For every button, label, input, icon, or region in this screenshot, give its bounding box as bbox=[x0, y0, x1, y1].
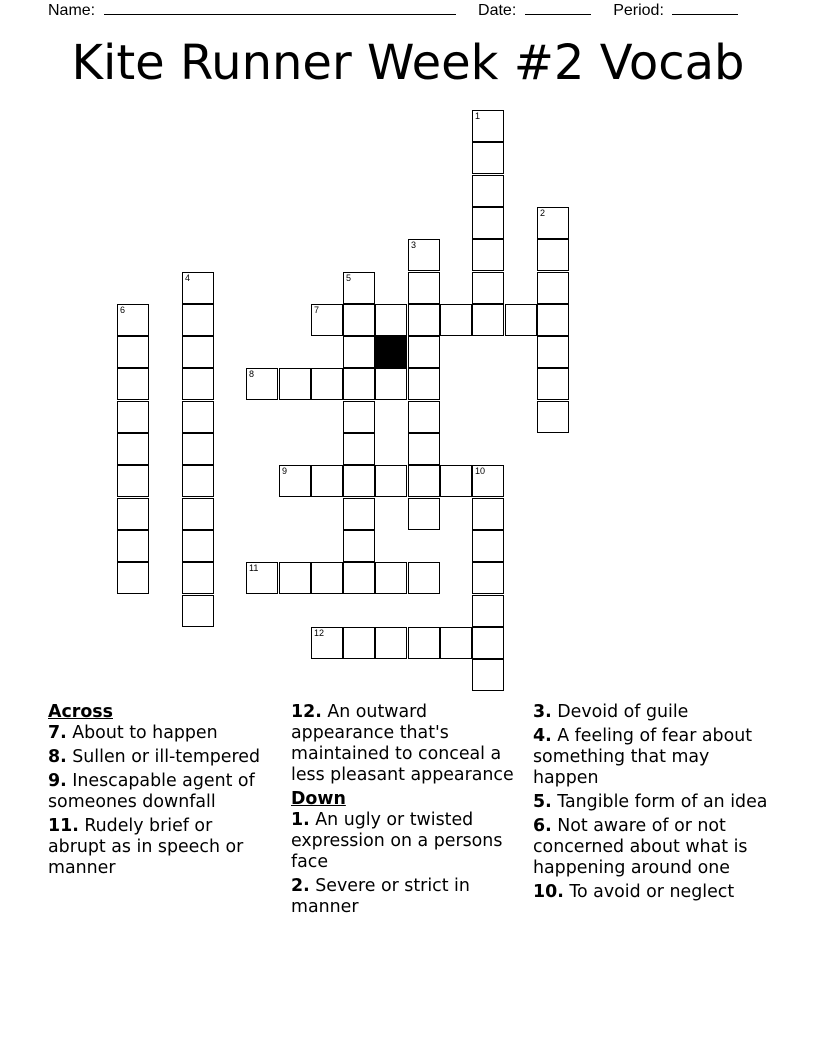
clue-across-8: 8. Sullen or ill-tempered bbox=[48, 747, 261, 767]
crossword-cell[interactable] bbox=[182, 530, 214, 562]
clue-across-7: 7. About to happen bbox=[48, 723, 218, 743]
crossword-cell[interactable] bbox=[472, 304, 504, 336]
crossword-cell[interactable] bbox=[537, 207, 569, 239]
crossword-cell[interactable] bbox=[246, 562, 278, 594]
crossword-cell[interactable] bbox=[343, 433, 375, 465]
crossword-cell[interactable] bbox=[182, 368, 214, 400]
crossword-cell[interactable] bbox=[117, 304, 149, 336]
crossword-cell[interactable] bbox=[408, 562, 440, 594]
date-label: Date: bbox=[478, 2, 517, 19]
crossword-cell[interactable] bbox=[375, 465, 407, 497]
clue-number: 7 bbox=[314, 305, 320, 315]
crossword-cell[interactable] bbox=[343, 530, 375, 562]
crossword-cell[interactable] bbox=[343, 336, 375, 368]
crossword-cell[interactable] bbox=[182, 433, 214, 465]
crossword-cell[interactable] bbox=[472, 562, 504, 594]
crossword-cell[interactable] bbox=[343, 465, 375, 497]
crossword-cell[interactable] bbox=[117, 433, 149, 465]
crossword-cell[interactable] bbox=[117, 498, 149, 530]
clue-across-9: 9. Inescapable agent of someones downfall bbox=[48, 771, 255, 812]
crossword-cell[interactable] bbox=[279, 562, 311, 594]
crossword-cell[interactable] bbox=[408, 401, 440, 433]
clue-number: 8 bbox=[249, 369, 255, 379]
crossword-cell[interactable] bbox=[408, 433, 440, 465]
clue-down-2: 2. Severe or strict in manner bbox=[291, 876, 470, 917]
crossword-cell[interactable] bbox=[537, 304, 569, 336]
clue-across-11: 11. Rudely brief or abrupt as in speech or manner bbox=[48, 816, 244, 878]
crossword-cell[interactable] bbox=[472, 175, 504, 207]
crossword-cell[interactable] bbox=[343, 368, 375, 400]
crossword-cell[interactable] bbox=[537, 368, 569, 400]
clue-down-10: 10. To avoid or neglect bbox=[533, 882, 735, 902]
crossword-cell[interactable] bbox=[408, 368, 440, 400]
page-title: Kite Runner Week #2 Vocab bbox=[71, 35, 745, 91]
crossword-cell[interactable] bbox=[311, 304, 343, 336]
clue-across-12: 12. An outward appearance that's maintained to conceal a less pleasant appearance bbox=[291, 702, 514, 785]
clue-number: 9 bbox=[282, 466, 288, 476]
period-label: Period: bbox=[613, 2, 664, 19]
crossword-cell[interactable] bbox=[472, 207, 504, 239]
clue-number: 2 bbox=[540, 208, 546, 218]
clue-number: 1 bbox=[475, 111, 481, 121]
clue-number: 11 bbox=[249, 563, 259, 573]
crossword-cell[interactable] bbox=[408, 627, 440, 659]
crossword-cell[interactable] bbox=[408, 465, 440, 497]
crossword-cell[interactable] bbox=[537, 239, 569, 271]
crossword-cell[interactable] bbox=[311, 368, 343, 400]
crossword-cell[interactable] bbox=[408, 498, 440, 530]
crossword-cell[interactable] bbox=[472, 595, 504, 627]
crossword-cell[interactable] bbox=[117, 336, 149, 368]
crossword-cell[interactable] bbox=[537, 401, 569, 433]
black-square bbox=[375, 336, 407, 368]
crossword-cell[interactable] bbox=[408, 239, 440, 271]
crossword-cell[interactable] bbox=[472, 142, 504, 174]
clues-column-2 bbox=[291, 702, 527, 921]
crossword-cell[interactable] bbox=[537, 272, 569, 304]
crossword-cell[interactable] bbox=[279, 368, 311, 400]
name-label: Name: bbox=[48, 2, 96, 19]
crossword-cell[interactable] bbox=[408, 304, 440, 336]
crossword-cell[interactable] bbox=[440, 304, 472, 336]
crossword-cell[interactable] bbox=[408, 272, 440, 304]
clue-down-3: 3. Devoid of guile bbox=[533, 702, 689, 722]
clue-number: 3 bbox=[411, 240, 417, 250]
crossword-cell[interactable] bbox=[343, 562, 375, 594]
crossword-cell[interactable] bbox=[505, 304, 537, 336]
crossword-cell[interactable] bbox=[343, 401, 375, 433]
crossword-cell[interactable] bbox=[182, 304, 214, 336]
crossword-cell[interactable] bbox=[375, 304, 407, 336]
crossword-cell[interactable] bbox=[375, 368, 407, 400]
crossword-cell[interactable] bbox=[440, 465, 472, 497]
clue-down-6: 6. Not aware of or not concerned about what is happening around one bbox=[533, 816, 748, 878]
crossword-cell[interactable] bbox=[472, 465, 504, 497]
clue-down-4: 4. A feeling of fear about something that may happen bbox=[533, 726, 753, 788]
clue-down-1: 1. An ugly or twisted expression on a persons face bbox=[291, 810, 503, 872]
crossword-cell[interactable] bbox=[117, 530, 149, 562]
crossword-cell[interactable] bbox=[311, 465, 343, 497]
crossword-cell[interactable] bbox=[117, 368, 149, 400]
down-heading: Down bbox=[291, 789, 346, 809]
crossword-cell[interactable] bbox=[343, 272, 375, 304]
clue-number: 4 bbox=[185, 273, 191, 283]
crossword-cell[interactable] bbox=[182, 562, 214, 594]
clue-number: 10 bbox=[475, 466, 486, 476]
clue-number: 6 bbox=[120, 305, 126, 315]
crossword-cell[interactable] bbox=[182, 336, 214, 368]
crossword-cell[interactable] bbox=[311, 562, 343, 594]
crossword-cell[interactable] bbox=[311, 627, 343, 659]
crossword-cell[interactable] bbox=[182, 498, 214, 530]
crossword-cell[interactable] bbox=[472, 110, 504, 142]
clue-down-5: 5. Tangible form of an idea bbox=[533, 792, 768, 812]
crossword-cell[interactable] bbox=[472, 272, 504, 304]
clues-column-3 bbox=[533, 702, 773, 906]
crossword-cell[interactable] bbox=[343, 498, 375, 530]
crossword-cell[interactable] bbox=[279, 465, 311, 497]
clues-column-1 bbox=[48, 702, 270, 882]
crossword-cell[interactable] bbox=[375, 562, 407, 594]
crossword-cell[interactable] bbox=[472, 530, 504, 562]
clue-number: 5 bbox=[346, 273, 352, 283]
crossword-cell[interactable] bbox=[472, 659, 504, 691]
crossword-cell[interactable] bbox=[182, 465, 214, 497]
crossword-cell[interactable] bbox=[117, 562, 149, 594]
crossword-cell[interactable] bbox=[408, 336, 440, 368]
crossword-cell[interactable] bbox=[246, 368, 278, 400]
crossword-cell[interactable] bbox=[343, 627, 375, 659]
clue-number: 12 bbox=[314, 628, 325, 638]
crossword-cell[interactable] bbox=[472, 627, 504, 659]
crossword-cell[interactable] bbox=[117, 401, 149, 433]
crossword-cell[interactable] bbox=[537, 336, 569, 368]
crossword-cell[interactable] bbox=[343, 304, 375, 336]
crossword-cell[interactable] bbox=[440, 627, 472, 659]
crossword-cell[interactable] bbox=[182, 272, 214, 304]
across-heading: Across bbox=[48, 702, 113, 722]
crossword-cell[interactable] bbox=[472, 498, 504, 530]
crossword-cell[interactable] bbox=[117, 465, 149, 497]
crossword-cell[interactable] bbox=[472, 239, 504, 271]
crossword-cell[interactable] bbox=[375, 627, 407, 659]
crossword-cell[interactable] bbox=[182, 595, 214, 627]
crossword-cell[interactable] bbox=[182, 401, 214, 433]
